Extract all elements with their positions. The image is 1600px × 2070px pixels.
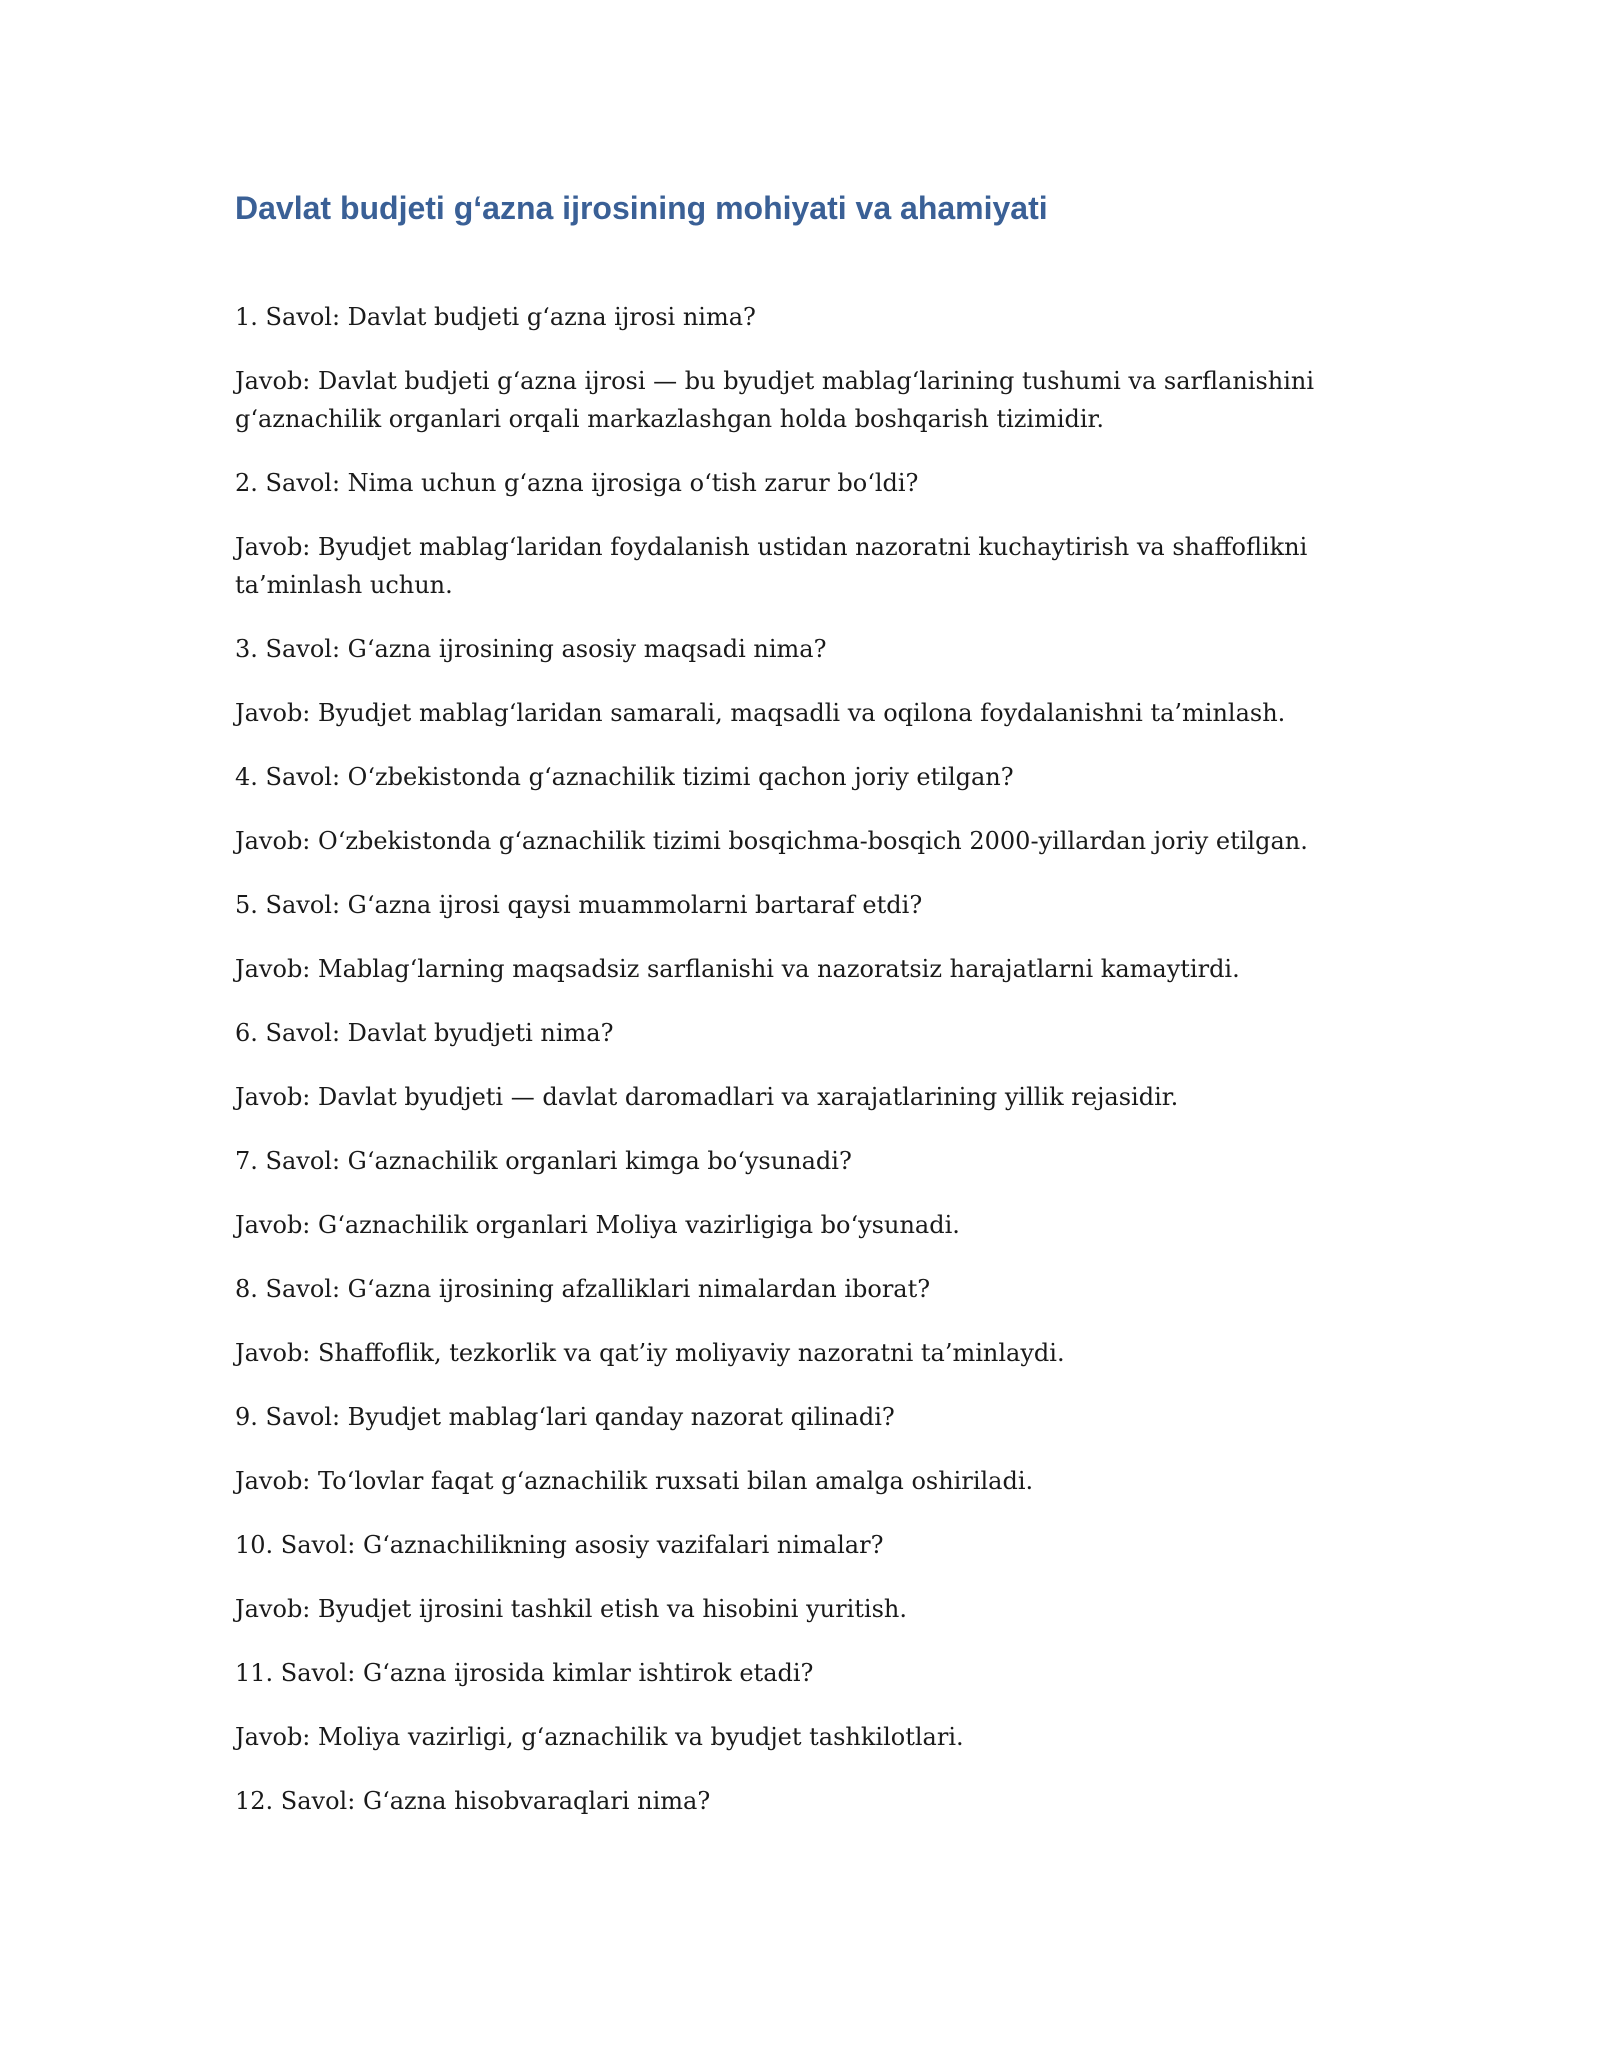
answer-1: Javob: Davlat budjeti g‘azna ijrosi — bu byudjet mablag‘larining tushumi va sarflanishini g‘aznachilik organlari orqali markazlashgan holda boshqarish tizimidir. [235,367,1315,433]
question-11: 11. Savol: G‘azna ijrosida kimlar ishtirok etadi? [235,1659,814,1687]
answer-3: Javob: Byudjet mablag‘laridan samarali, maqsadli va oqilona foydalanishni ta’minlash. [235,699,1286,727]
answer-11: Javob: Moliya vazirligi, g‘aznachilik va byudjet tashkilotlari. [235,1723,964,1751]
question-1: 1. Savol: Davlat budjeti g‘azna ijrosi nima? [235,303,756,331]
qa-list [235,298,1315,1846]
question-9: 9. Savol: Byudjet mablag‘lari qanday nazorat qilinadi? [235,1403,895,1431]
answer-7: Javob: G‘aznachilik organlari Moliya vazirligiga bo‘ysunadi. [235,1211,960,1239]
answer-5: Javob: Mablag‘larning maqsadsiz sarflanishi va nazoratsiz harajatlarni kamaytirdi. [235,955,1240,983]
question-5: 5. Savol: G‘azna ijrosi qaysi muammolarni bartaraf etdi? [235,891,923,919]
answer-10: Javob: Byudjet ijrosini tashkil etish va hisobini yuritish. [235,1595,907,1623]
question-3: 3. Savol: G‘azna ijrosining asosiy maqsadi nima? [235,635,827,663]
question-2: 2. Savol: Nima uchun g‘azna ijrosiga o‘tish zarur bo‘ldi? [235,469,919,497]
question-12: 12. Savol: G‘azna hisobvaraqlari nima? [235,1787,711,1815]
answer-9: Javob: To‘lovlar faqat g‘aznachilik ruxsati bilan amalga oshiriladi. [235,1467,1034,1495]
question-8: 8. Savol: G‘azna ijrosining afzalliklari nimalardan iborat? [235,1275,931,1303]
question-4: 4. Savol: O‘zbekistonda g‘aznachilik tizimi qachon joriy etilgan? [235,763,1014,791]
answer-6: Javob: Davlat byudjeti — davlat daromadlari va xarajatlarining yillik rejasidir. [235,1083,1179,1111]
answer-8: Javob: Shaffoflik, tezkorlik va qat’iy moliyaviy nazoratni ta’minlaydi. [235,1339,1065,1367]
question-10: 10. Savol: G‘aznachilikning asosiy vazifalari nimalar? [235,1531,884,1559]
question-6: 6. Savol: Davlat byudjeti nima? [235,1019,614,1047]
document-title: Davlat budjeti g‘azna ijrosining mohiyati va ahamiyati [235,190,1048,226]
question-7: 7. Savol: G‘aznachilik organlari kimga bo‘ysunadi? [235,1147,852,1175]
answer-2: Javob: Byudjet mablag‘laridan foydalanish ustidan nazoratni kuchaytirish va shaffoflikni ta’minlash uchun. [235,533,1308,599]
answer-4: Javob: O‘zbekistonda g‘aznachilik tizimi bosqichma-bosqich 2000-yillardan joriy etilgan. [235,827,1308,855]
